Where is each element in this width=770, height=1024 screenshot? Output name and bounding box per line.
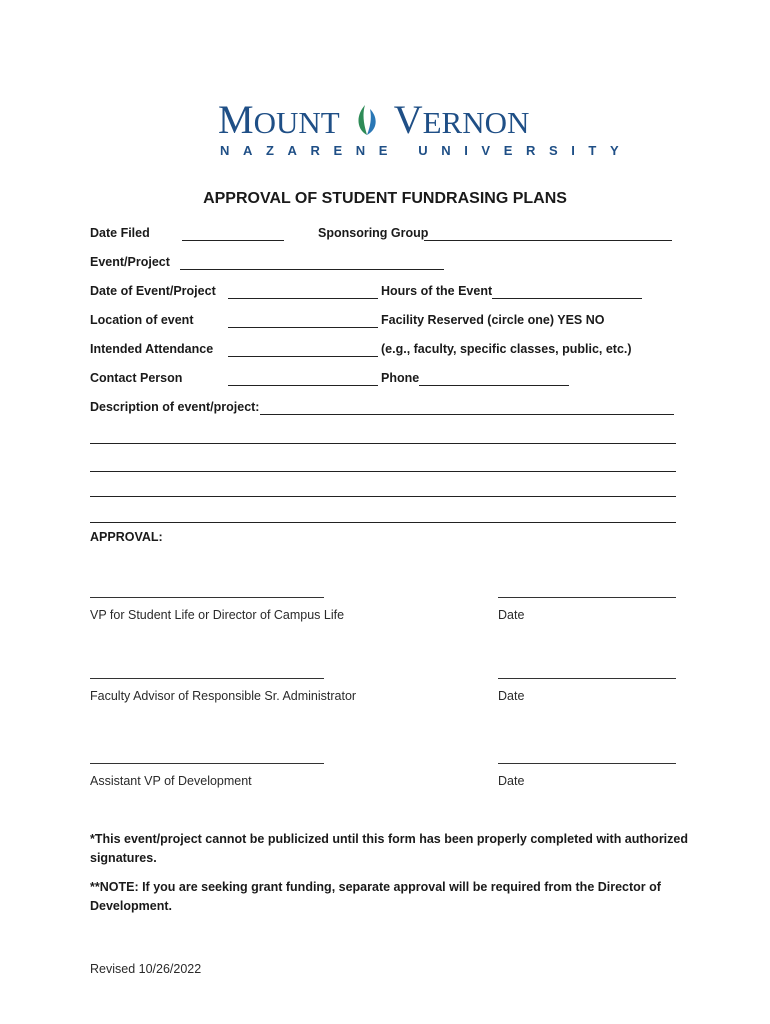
sponsoring-group-label: Sponsoring Group	[318, 226, 429, 240]
leaf-icon	[352, 101, 382, 137]
sponsoring-group-field[interactable]	[424, 240, 672, 241]
description-label: Description of event/project:	[90, 400, 260, 414]
intended-attendance-label: Intended Attendance	[90, 342, 214, 356]
date-filed-label: Date Filed	[90, 226, 150, 240]
date-line[interactable]	[498, 597, 676, 598]
approval-heading: APPROVAL:	[90, 530, 163, 544]
publicity-note: *This event/project cannot be publicized until this form has been properly completed with authorized signatures.	[90, 832, 688, 865]
date-of-event-field[interactable]	[228, 298, 378, 299]
phone-field[interactable]	[419, 385, 569, 386]
contact-person-label: Contact Person	[90, 371, 183, 385]
phone-label: Phone	[381, 371, 420, 385]
signature-line[interactable]	[90, 678, 324, 679]
date-of-event-label: Date of Event/Project	[90, 284, 216, 298]
description-field-line[interactable]	[90, 496, 676, 497]
signature-role: Faculty Advisor of Responsible Sr. Administrator	[90, 689, 357, 703]
revision-date: Revised 10/26/2022	[90, 962, 202, 976]
event-project-label: Event/Project	[90, 255, 170, 269]
date-line[interactable]	[498, 678, 676, 679]
grant-funding-note: **NOTE: If you are seeking grant funding, separate approval will be required from the Director of Development.	[90, 880, 661, 913]
description-field-line[interactable]	[260, 414, 674, 415]
date-filed-field[interactable]	[182, 240, 284, 241]
event-project-field[interactable]	[180, 269, 444, 270]
signature-role: Assistant VP of Development	[90, 774, 252, 788]
location-label: Location of event	[90, 313, 194, 327]
logo-subtitle: NAZARENE UNIVERSITY	[220, 143, 633, 158]
date-label: Date	[498, 774, 525, 788]
hours-of-event-label: Hours of the Event	[381, 284, 493, 298]
intended-attendance-field[interactable]	[228, 356, 378, 357]
attendance-hint: (e.g., faculty, specific classes, public, etc.)	[381, 342, 632, 356]
signature-role: VP for Student Life or Director of Campus Life	[90, 608, 345, 622]
facility-reserved-label: Facility Reserved (circle one) YES NO	[381, 313, 605, 327]
description-field-line[interactable]	[90, 443, 676, 444]
description-field-line[interactable]	[90, 471, 676, 472]
contact-person-field[interactable]	[228, 385, 378, 386]
location-field[interactable]	[228, 327, 378, 328]
date-label: Date	[498, 689, 525, 703]
description-field-line[interactable]	[90, 522, 676, 523]
logo-wordmark: MOUNT VERNON	[218, 97, 530, 142]
university-logo	[218, 97, 633, 162]
date-label: Date	[498, 608, 525, 622]
form-title: APPROVAL OF STUDENT FUNDRASING PLANS	[203, 190, 567, 207]
signature-line[interactable]	[90, 597, 324, 598]
signature-line[interactable]	[90, 763, 324, 764]
date-line[interactable]	[498, 763, 676, 764]
hours-of-event-field[interactable]	[492, 298, 642, 299]
